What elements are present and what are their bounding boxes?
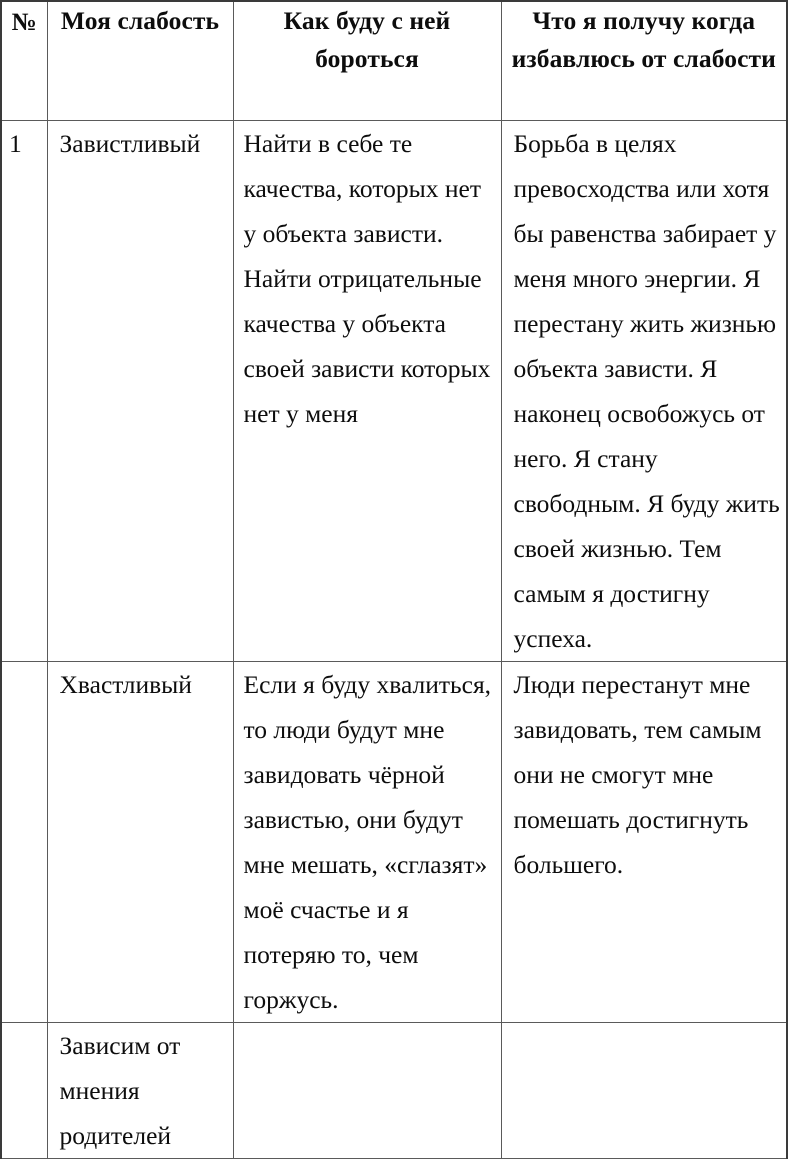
cell-how-to-fight: Найти в себе те качества, которых нет у объекта зависти. Найти отрицательные качества у объекта своей зависти которых нет у меня bbox=[233, 121, 501, 662]
column-header-number: № bbox=[1, 1, 47, 121]
table-body bbox=[1, 121, 787, 1159]
column-header-what-i-gain: Что я получу когда избавлюсь от слабости bbox=[501, 1, 787, 121]
cell-how-to-fight: Если я буду хвалиться, то люди будут мне завидовать чёрной завистью, они будут мне мешать, «сглазят» моё счастье и я потеряю то, чем горжусь. bbox=[233, 662, 501, 1023]
column-header-how-to-fight: Как буду с ней бороться bbox=[233, 1, 501, 121]
cell-weakness: Зависим от мнения родителей bbox=[47, 1023, 233, 1159]
cell-number bbox=[1, 662, 47, 1023]
cell-weakness: Завистливый bbox=[47, 121, 233, 662]
cell-weakness: Хвастливый bbox=[47, 662, 233, 1023]
table-header-row bbox=[1, 1, 787, 121]
cell-number bbox=[1, 1023, 47, 1159]
cell-what-i-gain: Борьба в целях превосходства или хотя бы равенства забирает у меня много энергии. Я перестану жить жизнью объекта зависти. Я наконец освобожусь от него. Я стану свободным. Я буду жить своей жизнью. Тем самым я достигну успеха. bbox=[501, 121, 787, 662]
table-row bbox=[1, 662, 787, 1023]
cell-what-i-gain: Люди перестанут мне завидовать, тем самым они не смогут мне помешать достигнуть большего. bbox=[501, 662, 787, 1023]
cell-number: 1 bbox=[1, 121, 47, 662]
cell-how-to-fight bbox=[233, 1023, 501, 1159]
table-row bbox=[1, 121, 787, 662]
table-header bbox=[1, 1, 787, 121]
cell-what-i-gain bbox=[501, 1023, 787, 1159]
column-header-weakness: Моя слабость bbox=[47, 1, 233, 121]
table-row bbox=[1, 1023, 787, 1159]
